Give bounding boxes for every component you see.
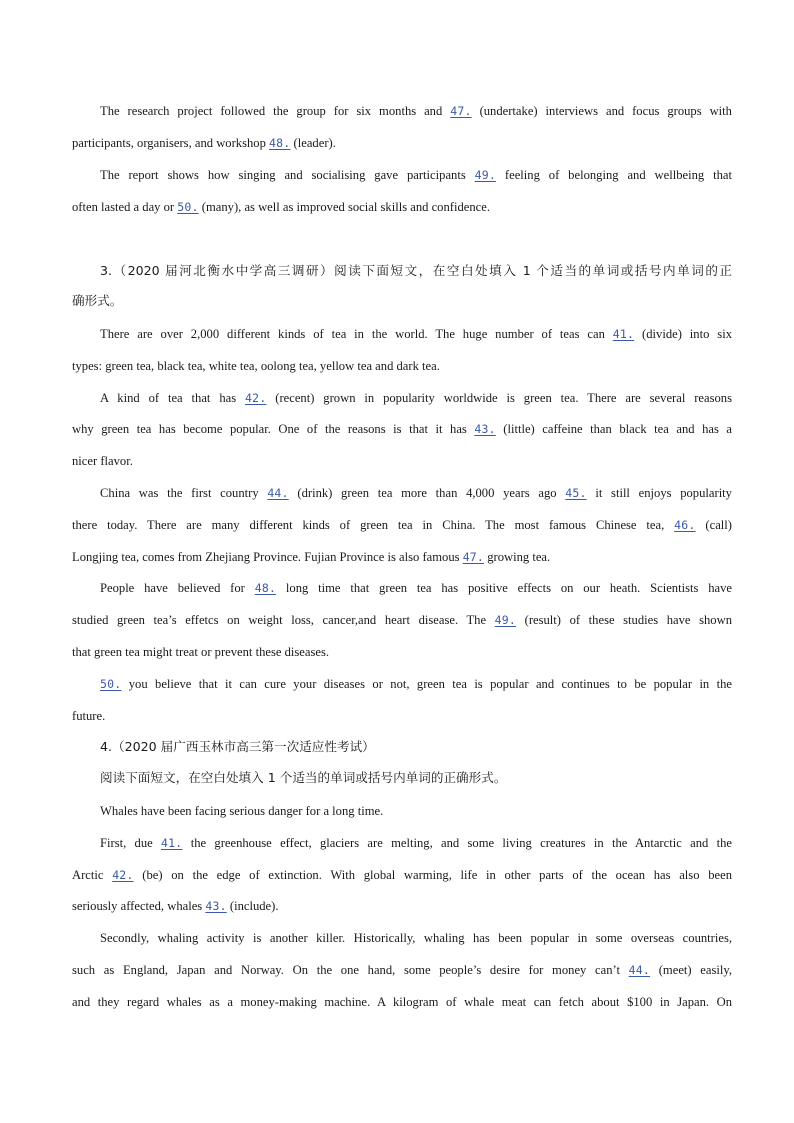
text-segment: types: green tea, black tea, white tea, oolong tea, yellow tea and dark tea.	[72, 359, 440, 373]
text-segment: that green tea might treat or prevent these diseases.	[72, 645, 330, 659]
text-segment: 4.（2020 届广西玉林市高三第一次适应性考试）	[100, 739, 375, 754]
text-segment: why green tea has become popular. One of the reasons is that it has	[72, 422, 475, 436]
text-segment: and they regard whales as a money-making machine. A kilogram of whale meat can fetch about $100 in Japan. On	[72, 995, 732, 1009]
answer-blank[interactable]: 47.	[450, 104, 472, 118]
text-line	[72, 866, 732, 884]
answer-blank[interactable]: 50.	[177, 200, 199, 214]
text-line	[72, 707, 732, 725]
text-line	[72, 993, 732, 1011]
text-segment: growing tea.	[484, 550, 551, 564]
text-segment: (recent) grown in popularity worldwide is green tea. There are several reasons	[266, 391, 732, 405]
answer-blank[interactable]: 41.	[612, 327, 635, 341]
text-line	[72, 198, 732, 216]
text-segment: long time that green tea has positive effects on our heath. Scientists have	[276, 581, 732, 595]
text-line	[72, 548, 732, 566]
text-segment: (call)	[695, 518, 732, 532]
text-segment: The report shows how singing and socialising gave participants	[100, 168, 475, 182]
text-segment: feeling of belonging and wellbeing that	[496, 168, 732, 182]
text-segment: you believe that it can cure your diseases or not, green tea is popular and continues to be popular in the	[121, 677, 732, 691]
answer-blank[interactable]: 45.	[565, 486, 587, 500]
answer-blank[interactable]: 42.	[112, 868, 134, 882]
answer-blank[interactable]: 44.	[267, 486, 289, 500]
text-segment: 阅读下面短文，在空白处填入 1 个适当的单词或括号内单词的正确形式。	[100, 770, 507, 785]
text-segment: Secondly, whaling activity is another killer. Historically, whaling has been popular in some overseas countries,	[100, 931, 732, 945]
text-line	[72, 897, 732, 915]
text-line	[72, 134, 732, 152]
text-line	[72, 357, 732, 375]
text-line	[72, 292, 732, 310]
text-segment: (include).	[226, 899, 279, 913]
text-segment: future.	[72, 709, 106, 723]
text-segment: (many), as well as improved social skills and confidence.	[198, 200, 490, 214]
text-segment: A kind of tea that has	[100, 391, 245, 405]
text-segment: (undertake) interviews and focus groups with	[471, 104, 732, 118]
text-segment: 确形式。	[72, 293, 123, 308]
text-line	[72, 643, 732, 661]
text-segment: (divide) into six	[634, 327, 732, 341]
text-segment: (result) of these studies have shown	[516, 613, 732, 627]
text-line	[72, 516, 732, 534]
text-segment: Arctic	[72, 868, 113, 882]
answer-blank[interactable]: 43.	[205, 899, 227, 913]
text-segment: The research project followed the group for six months and	[100, 104, 451, 118]
text-segment: China was the first country	[100, 486, 268, 500]
answer-blank[interactable]: 41.	[161, 836, 183, 850]
text-line	[100, 484, 732, 502]
text-segment: nicer flavor.	[72, 454, 133, 468]
text-segment: seriously affected, whales	[72, 899, 206, 913]
text-line	[100, 834, 732, 852]
answer-blank[interactable]: 49.	[474, 168, 497, 182]
text-line	[100, 102, 732, 120]
text-line	[100, 802, 732, 820]
text-segment: There are over 2,000 different kinds of tea in the world. The huge number of teas can	[100, 327, 613, 341]
text-line	[100, 769, 732, 787]
text-segment: there today. There are many different kinds of green tea in China. The most famous Chinese tea,	[72, 518, 675, 532]
answer-blank[interactable]: 43.	[474, 422, 496, 436]
answer-blank[interactable]: 47.	[462, 550, 485, 564]
text-segment: (little) caffeine than black tea and has a	[495, 422, 732, 436]
text-line	[100, 738, 732, 756]
text-line	[72, 452, 732, 470]
text-segment: First, due	[100, 836, 162, 850]
text-segment: often lasted a day or	[72, 200, 178, 214]
text-segment: Longjing tea, comes from Zhejiang Province. Fujian Province is also famous	[72, 550, 463, 564]
answer-blank[interactable]: 48.	[269, 136, 291, 150]
text-segment: People have believed for	[100, 581, 255, 595]
text-line	[100, 325, 732, 343]
text-line	[72, 961, 732, 979]
text-segment: studied green tea’s effetcs on weight loss, cancer,and heart disease. The	[72, 613, 495, 627]
text-line	[72, 420, 732, 438]
text-segment: 3.（2020 届河北衡水中学高三调研）阅读下面短文，在空白处填入 1 个适当的单词或括号内单词的正	[100, 263, 732, 278]
text-segment: (be) on the edge of extinction. With global warming, life in other parts of the ocean has also been	[133, 868, 732, 882]
text-line	[100, 929, 732, 947]
text-segment: (leader).	[290, 136, 336, 150]
text-line	[100, 675, 732, 693]
text-line	[100, 579, 732, 597]
text-line	[100, 389, 732, 407]
text-line	[100, 166, 732, 184]
text-segment: (drink) green tea more than 4,000 years ago	[288, 486, 566, 500]
answer-blank[interactable]: 50.	[100, 677, 122, 691]
text-line	[72, 611, 732, 629]
text-segment: Whales have been facing serious danger for a long time.	[100, 804, 384, 818]
text-line	[100, 262, 732, 280]
text-segment: it still enjoys popularity	[586, 486, 732, 500]
text-segment: the greenhouse effect, glaciers are melting, and some living creatures in the Antarctic and the	[182, 836, 732, 850]
text-segment: such as England, Japan and Norway. On the one hand, some people’s desire for money can’t	[72, 963, 629, 977]
answer-blank[interactable]: 44.	[628, 963, 651, 977]
answer-blank[interactable]: 48.	[254, 581, 277, 595]
text-segment: (meet) easily,	[650, 963, 733, 977]
answer-blank[interactable]: 42.	[245, 391, 267, 405]
text-segment: participants, organisers, and workshop	[72, 136, 270, 150]
answer-blank[interactable]: 46.	[674, 518, 696, 532]
answer-blank[interactable]: 49.	[494, 613, 517, 627]
